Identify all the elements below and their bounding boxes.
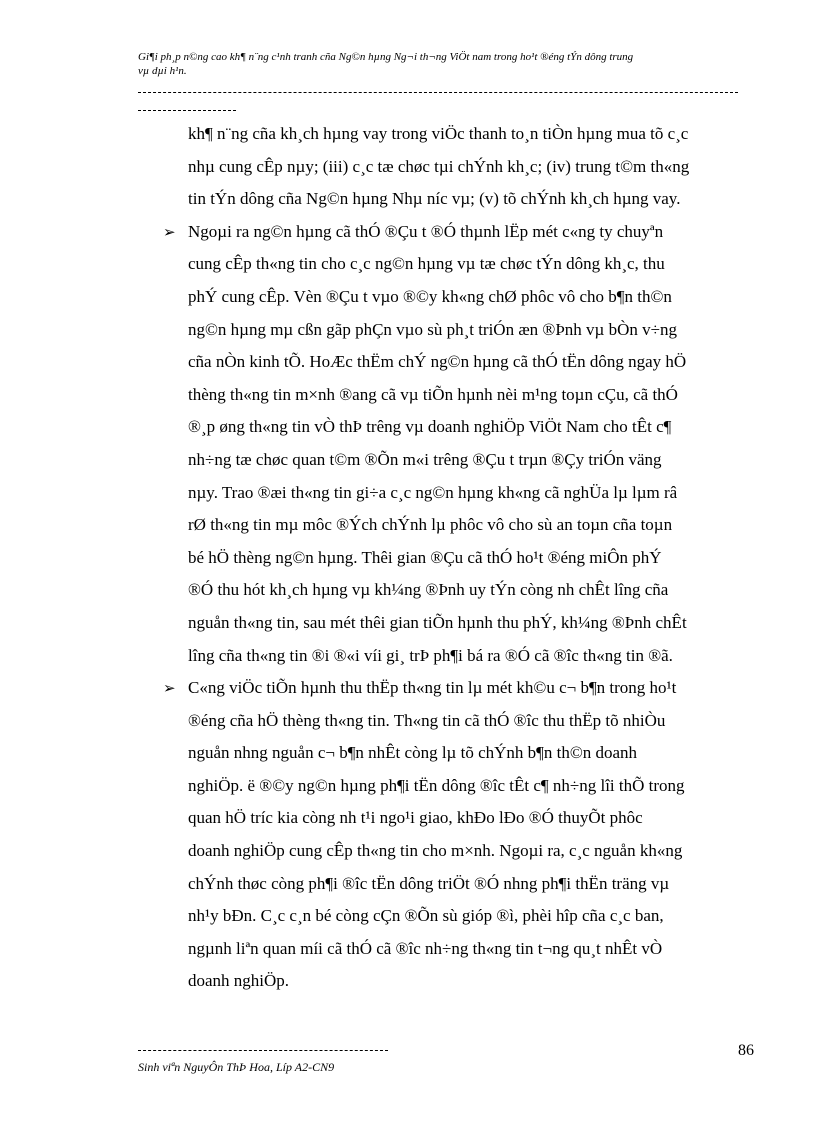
text-line: C«ng viÖc tiÕn hµnh thu thËp th«ng tin lµ mét kh©u c¬ b¶n trong ho¹t [188,678,677,698]
running-header [138,50,738,78]
text-line: cung cÊp th«ng tin cho c¸c ng©n hµng vµ tæ chøc tÝn dông kh¸c, thu [188,254,665,274]
text-line: nµy. Trao ®æi th«ng tin gi÷a c¸c ng©n hµng kh«ng cã nghÜa lµ lµm râ [188,482,678,502]
text-line: rØ th«ng tin mµ môc ®Ých chÝnh lµ phôc vô cho sù an toµn cña toµn [188,515,673,535]
text-line: nghiÖp. ë ®©y ng©n hµng ph¶i tËn dông ®îc tÊt c¶ nh÷ng lîi thÕ trong [188,775,685,795]
text-line: nguån th«ng tin, sau mét thêi gian tiÕn hµnh thu phÝ, kh¼ng ®Þnh chÊt [188,612,687,632]
text-line: doanh nghiÖp. [188,971,290,991]
arrowhead-bullet-icon: ➢ [163,222,176,241]
page-number: 86 [738,1042,754,1059]
text-line: lîng cña th«ng tin ®i ®«i víi gi¸ trÞ ph¶i bá ra ®Ó cã ®îc th«ng tin ®ã. [188,645,673,665]
bullet-paragraph-collection [150,672,750,998]
text-line: ngµnh liªn quan míi cã thÓ cã ®îc nh÷ng th«ng tin t¬ng qu¸t nhÊt vÒ [188,938,663,958]
text-line: nguån nhng nguån c¬ b¶n nhÊt còng lµ tõ chÝnh b¶n th©n doanh [188,743,638,763]
text-line: ng©n hµng mµ cßn gãp phÇn vµo sù ph¸t triÓn æn ®Þnh vµ bÒn v÷ng [188,319,677,339]
header-line-2: vµ dµi h¹n. [138,65,187,77]
paragraph-continued [150,118,750,216]
text-line: thèng th«ng tin m×nh ®ang cã vµ tiÕn hµnh nèi m¹ng toµn cÇu, cã thÓ [188,384,678,404]
text-line: ®Ó thu hót kh¸ch hµng vµ kh¼ng ®Þnh uy tÝn còng nh chÊt lîng cña [188,580,669,600]
text-line: bé hÖ thèng ng©n hµng. Thêi gian ®Çu cã thÓ ho¹t ®éng miÔn phÝ [188,547,662,567]
text-line: ®éng cña hÖ thèng th«ng tin. Th«ng tin cã thÓ ®îc thu thËp tõ nhiÒu [188,710,666,730]
text-line: phÝ cung cÊp. Vèn ®Çu t vµo ®©y kh«ng chØ phôc vô cho b¶n th©n [188,286,672,306]
text-line: nh¹y bÐn. C¸c c¸n bé còng cÇn ®Õn sù gióp ®ì, phèi hîp cña c¸c ban, [188,906,664,926]
text-line: quan hÖ tríc kia còng nh t¹i ngo¹i giao, khÐo lÐo ®Ó thuyÕt phôc [188,808,643,828]
text-line: cña nÒn kinh tÕ. HoÆc thËm chÝ ng©n hµng cã thÓ tËn dông ngay hÖ [188,352,687,372]
bullet-paragraph-info-company [150,216,750,672]
text-line: nhµ cung cÊp nµy; (iii) c¸c tæ chøc tµi chÝnh kh¸c; (iv) trung t©m th«ng [188,156,690,176]
header-line-1: Gi¶i ph¸p n©ng cao kh¶ n¨ng c¹nh tranh cña Ng©n hµng Ng¬i th¬ng ViÖt nam trong ho¹t ®éng tÝn dông trung [138,51,634,63]
footer-author: Sinh viªn NguyÔn ThÞ Hoa, Líp A2-CN9 [138,1060,335,1074]
footer-divider [138,1050,388,1051]
body-text [150,118,750,998]
text-line: tin tÝn dông cña Ng©n hµng Nhµ níc vµ; (v) tõ chÝnh kh¸ch hµng vay. [188,189,681,209]
header-divider [138,92,738,93]
header-divider-short [138,110,236,111]
text-line: chÝnh thøc còng ph¶i ®îc tËn dông triÖt ®Ó nhng ph¶i thËn träng vµ [188,873,670,893]
text-line: Ngoµi ra ng©n hµng cã thÓ ®Çu t ®Ó thµnh lËp mét c«ng ty chuyªn [188,221,664,241]
text-line: nh÷ng tæ chøc quan t©m ®Õn m«i trêng ®Çu t trµn ®Çy triÓn väng [188,449,662,469]
text-line: ®¸p øng th«ng tin vÒ thÞ trêng vµ doanh nghiÖp ViÖt Nam cho tÊt c¶ [188,417,672,437]
text-line: kh¶ n¨ng cña kh¸ch hµng vay trong viÖc thanh to¸n tiÒn hµng mua tõ c¸c [188,124,689,143]
text-line: doanh nghiÖp cung cÊp th«ng tin cho m×nh. Ngoµi ra, c¸c nguån kh«ng [188,841,683,861]
arrowhead-bullet-icon: ➢ [163,679,176,698]
